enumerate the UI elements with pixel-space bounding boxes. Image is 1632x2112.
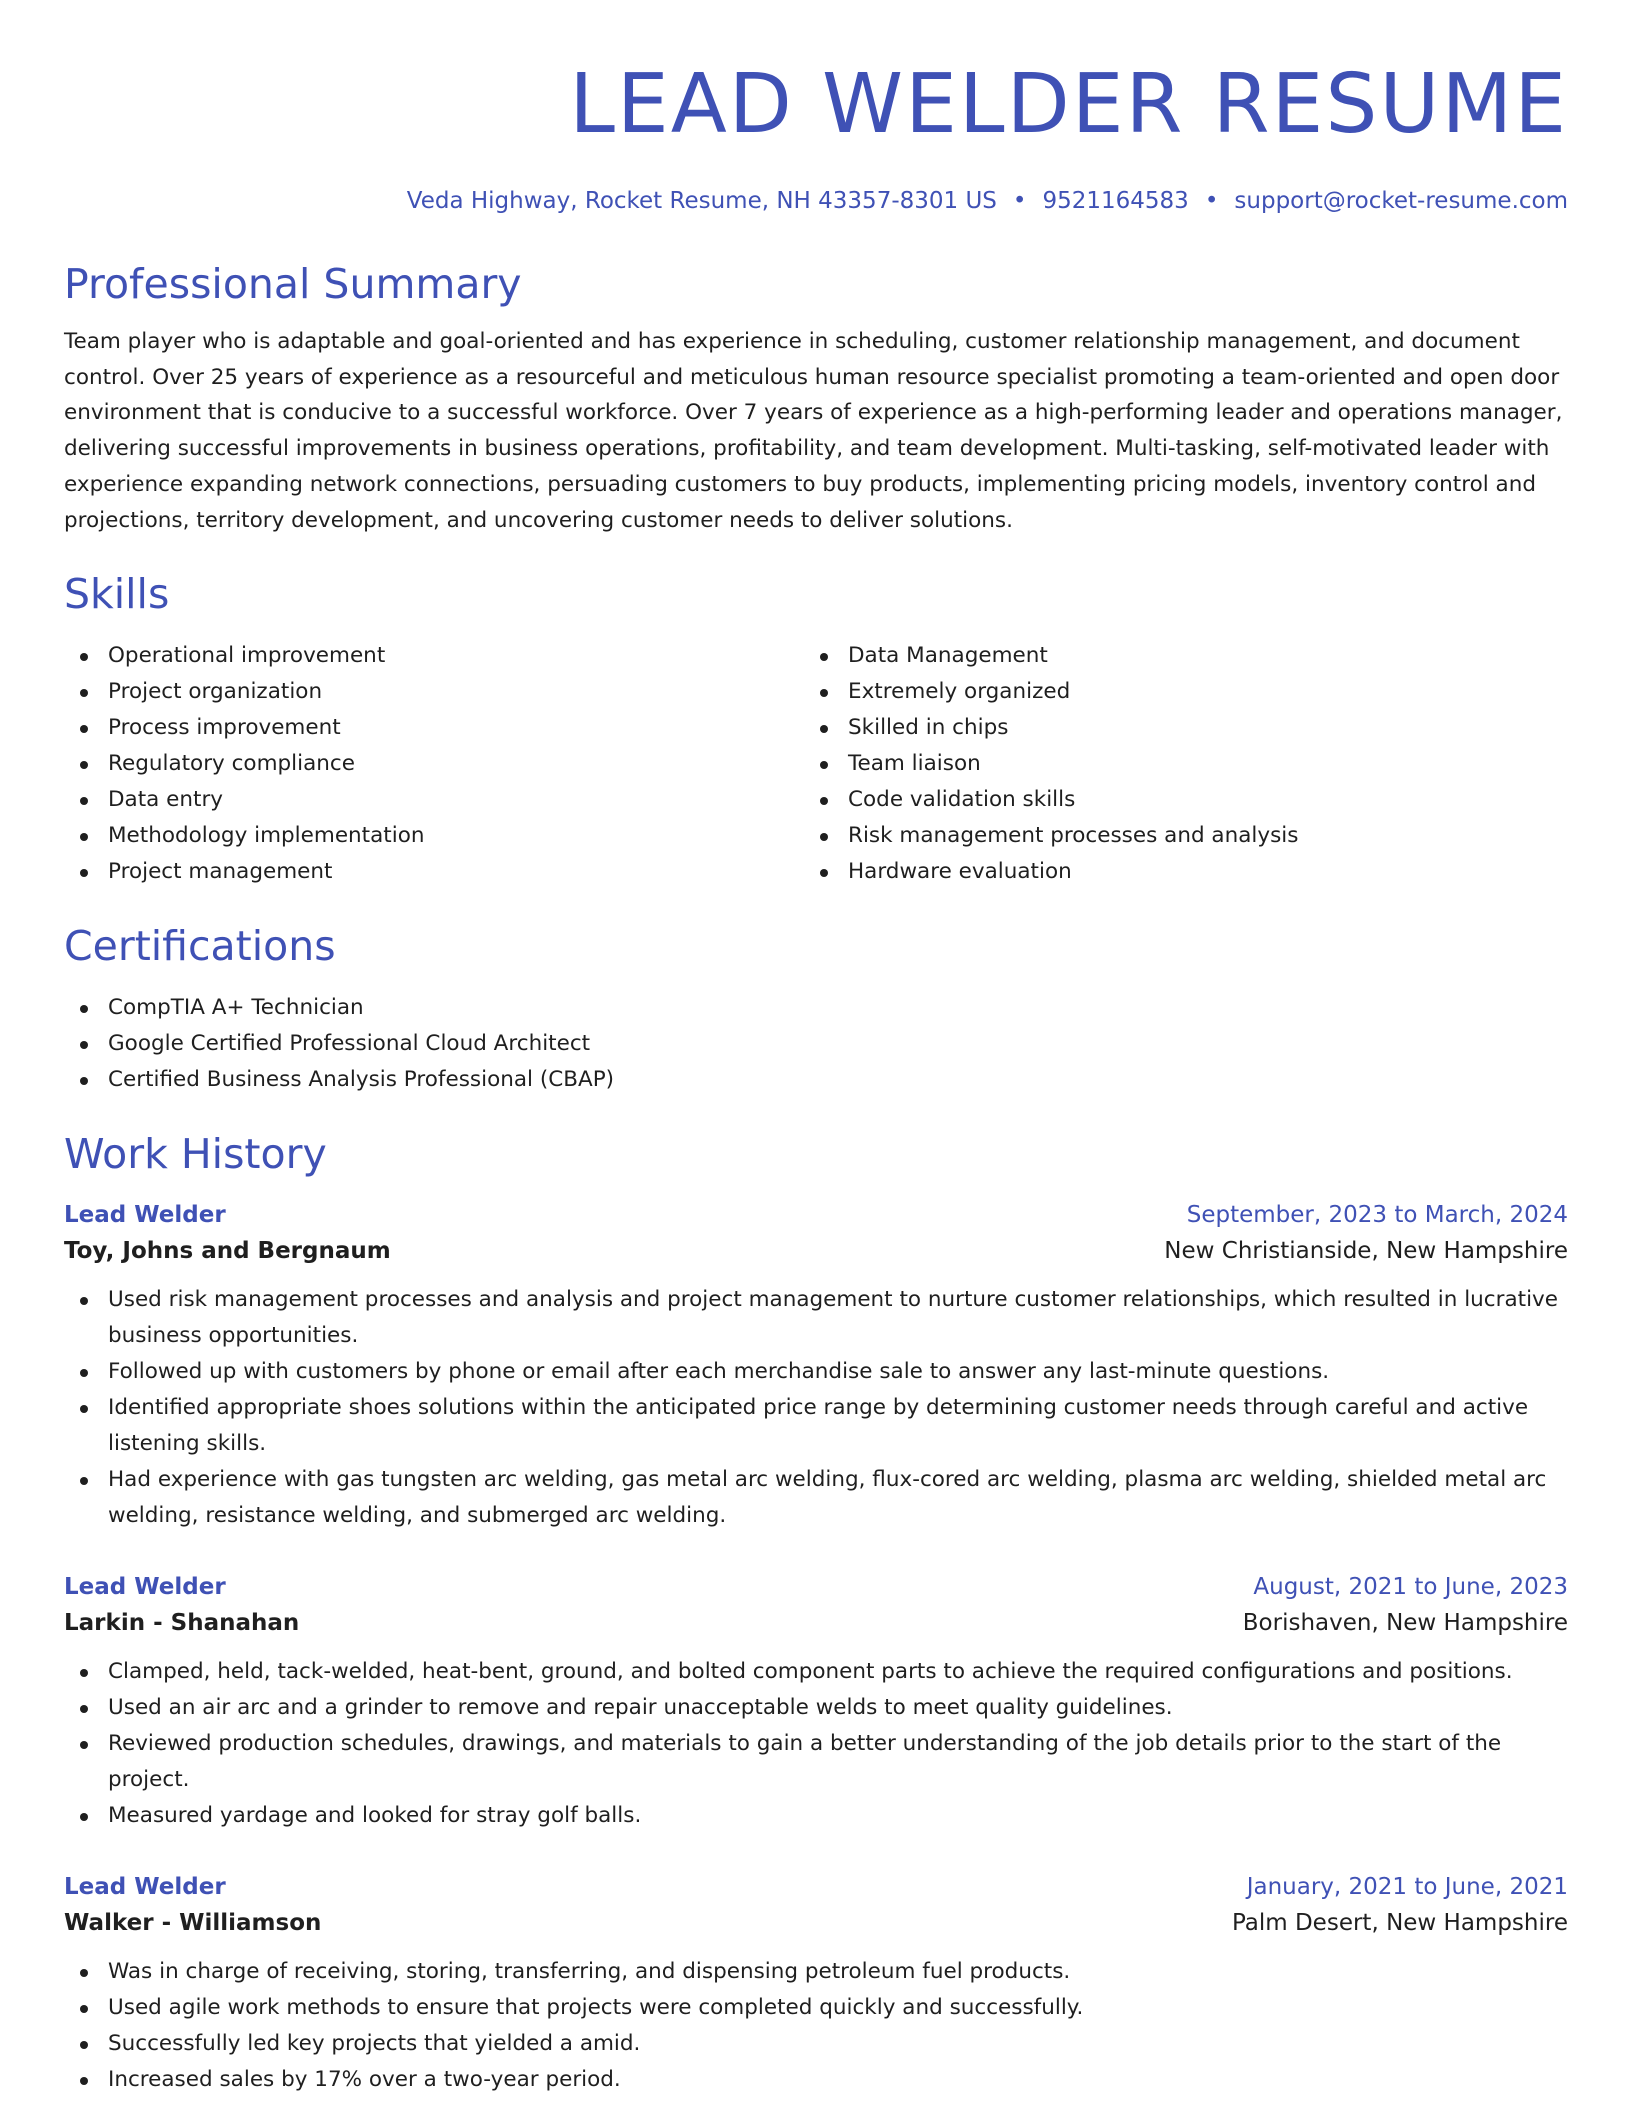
job-bullet: Used an air arc and a grinder to remove and repair unacceptable welds to meet quality guidelines.	[64, 1690, 1568, 1726]
job-bullet: Increased sales by 17% over a two-year period.	[64, 2062, 1568, 2098]
job-entry	[64, 1870, 1568, 2098]
certifications-list	[64, 990, 1568, 1098]
job-location: Borishaven, New Hampshire	[1242, 1610, 1568, 1637]
skill-item: Risk management processes and analysis	[804, 818, 1544, 854]
job-bullet: Was in charge of receiving, storing, transferring, and dispensing petroleum fuel products.	[64, 1954, 1568, 1990]
certifications-section	[64, 920, 1568, 1098]
skill-item: Project management	[64, 854, 804, 890]
skill-item: Team liaison	[804, 746, 1544, 782]
summary-section	[64, 258, 1568, 538]
certification-item: Certified Business Analysis Professional (CBAP)	[64, 1062, 1568, 1098]
skill-item: Methodology implementation	[64, 818, 804, 854]
skill-item: Data entry	[64, 782, 804, 818]
job-company-row	[64, 1604, 1568, 1642]
job-location: New Christianside, New Hampshire	[1164, 1238, 1568, 1265]
contact-separator: •	[1012, 188, 1027, 214]
job-title-row	[64, 1198, 1568, 1232]
job-company: Walker - Williamson	[64, 1910, 322, 1937]
job-entry	[64, 1570, 1568, 1834]
job-dates: September, 2023 to March, 2024	[1186, 1202, 1568, 1229]
contact-line	[64, 186, 1568, 216]
job-bullet: Successfully led key projects that yielded a amid.	[64, 2026, 1568, 2062]
skill-item: Hardware evaluation	[804, 854, 1544, 890]
job-dates: January, 2021 to June, 2021	[1246, 1874, 1568, 1901]
contact-email[interactable]: support@rocket-resume.com	[1234, 188, 1568, 214]
job-bullet: Had experience with gas tungsten arc welding, gas metal arc welding, flux-cored arc welding, plasma arc welding, shielded metal arc welding, resistance welding, and submerged arc welding.	[64, 1462, 1568, 1534]
job-title: Lead Welder	[64, 1202, 226, 1229]
contact-separator: •	[1204, 188, 1219, 214]
skills-heading: Skills	[64, 570, 170, 619]
skill-item: Process improvement	[64, 710, 804, 746]
job-company: Toy, Johns and Bergnaum	[64, 1238, 391, 1265]
skill-item: Operational improvement	[64, 638, 804, 674]
job-title-row	[64, 1870, 1568, 1904]
job-bullet: Used risk management processes and analysis and project management to nurture customer relationships, which resulted in lucrative business opportunities.	[64, 1282, 1568, 1354]
work-history-section	[64, 1128, 1568, 2098]
skills-list-right	[804, 638, 1544, 890]
job-bullets	[64, 1954, 1568, 2098]
skill-item: Regulatory compliance	[64, 746, 804, 782]
skills-section	[64, 568, 1568, 890]
skill-item: Code validation skills	[804, 782, 1544, 818]
contact-phone: 9521164583	[1042, 188, 1189, 214]
job-company-row	[64, 1904, 1568, 1942]
skill-item: Skilled in chips	[804, 710, 1544, 746]
resume-title: LEAD WELDER RESUME	[569, 57, 1568, 152]
resume-header	[64, 0, 1568, 216]
job-bullet: Measured yardage and looked for stray golf balls.	[64, 1798, 1568, 1834]
job-bullet: Used agile work methods to ensure that projects were completed quickly and successfully.	[64, 1990, 1568, 2026]
summary-text: Team player who is adaptable and goal-oriented and has experience in scheduling, customer relationship management, and document control. Over 25 years of experience as a resourceful and meticulous human resource specialist promoting a team-oriented and open door environment that is conducive to a successful workforce. Over 7 years of experience as a high-performing leader and operations manager, delivering successful improvements in business operations, profitability, and team development. Multi-tasking, self-motivated leader with experience expanding network connections, persuading customers to buy products, implementing pricing models, inventory control and projections, territory development, and uncovering customer needs to deliver solutions.	[64, 329, 1563, 533]
job-title-row	[64, 1570, 1568, 1604]
certification-item: CompTIA A+ Technician	[64, 990, 1568, 1026]
job-dates: August, 2021 to June, 2023	[1253, 1574, 1568, 1601]
certifications-heading: Certifications	[64, 922, 336, 971]
job-bullet: Reviewed production schedules, drawings, and materials to gain a better understanding of the job details prior to the start of the project.	[64, 1726, 1568, 1798]
skill-item: Project organization	[64, 674, 804, 710]
job-bullet: Identified appropriate shoes solutions within the anticipated price range by determining customer needs through careful and active listening skills.	[64, 1390, 1568, 1462]
certification-item: Google Certified Professional Cloud Architect	[64, 1026, 1568, 1062]
skills-list-left	[64, 638, 804, 890]
job-location: Palm Desert, New Hampshire	[1231, 1910, 1568, 1937]
job-company-row	[64, 1232, 1568, 1270]
skill-item: Data Management	[804, 638, 1544, 674]
job-company: Larkin - Shanahan	[64, 1610, 300, 1637]
job-bullet: Followed up with customers by phone or email after each merchandise sale to answer any last-minute questions.	[64, 1354, 1568, 1390]
job-bullet: Clamped, held, tack-welded, heat-bent, ground, and bolted component parts to achieve the required configurations and positions.	[64, 1654, 1568, 1690]
skill-item: Extremely organized	[804, 674, 1544, 710]
job-title: Lead Welder	[64, 1574, 226, 1601]
job-title: Lead Welder	[64, 1874, 226, 1901]
work-history-heading: Work History	[64, 1130, 327, 1179]
contact-address: Veda Highway, Rocket Resume, NH 43357-8301 US	[406, 188, 997, 214]
skills-grid	[64, 638, 1568, 890]
jobs-container	[64, 1198, 1568, 2098]
job-bullets	[64, 1282, 1568, 1534]
job-bullets	[64, 1654, 1568, 1834]
summary-heading: Professional Summary	[64, 260, 522, 308]
job-entry	[64, 1198, 1568, 1534]
